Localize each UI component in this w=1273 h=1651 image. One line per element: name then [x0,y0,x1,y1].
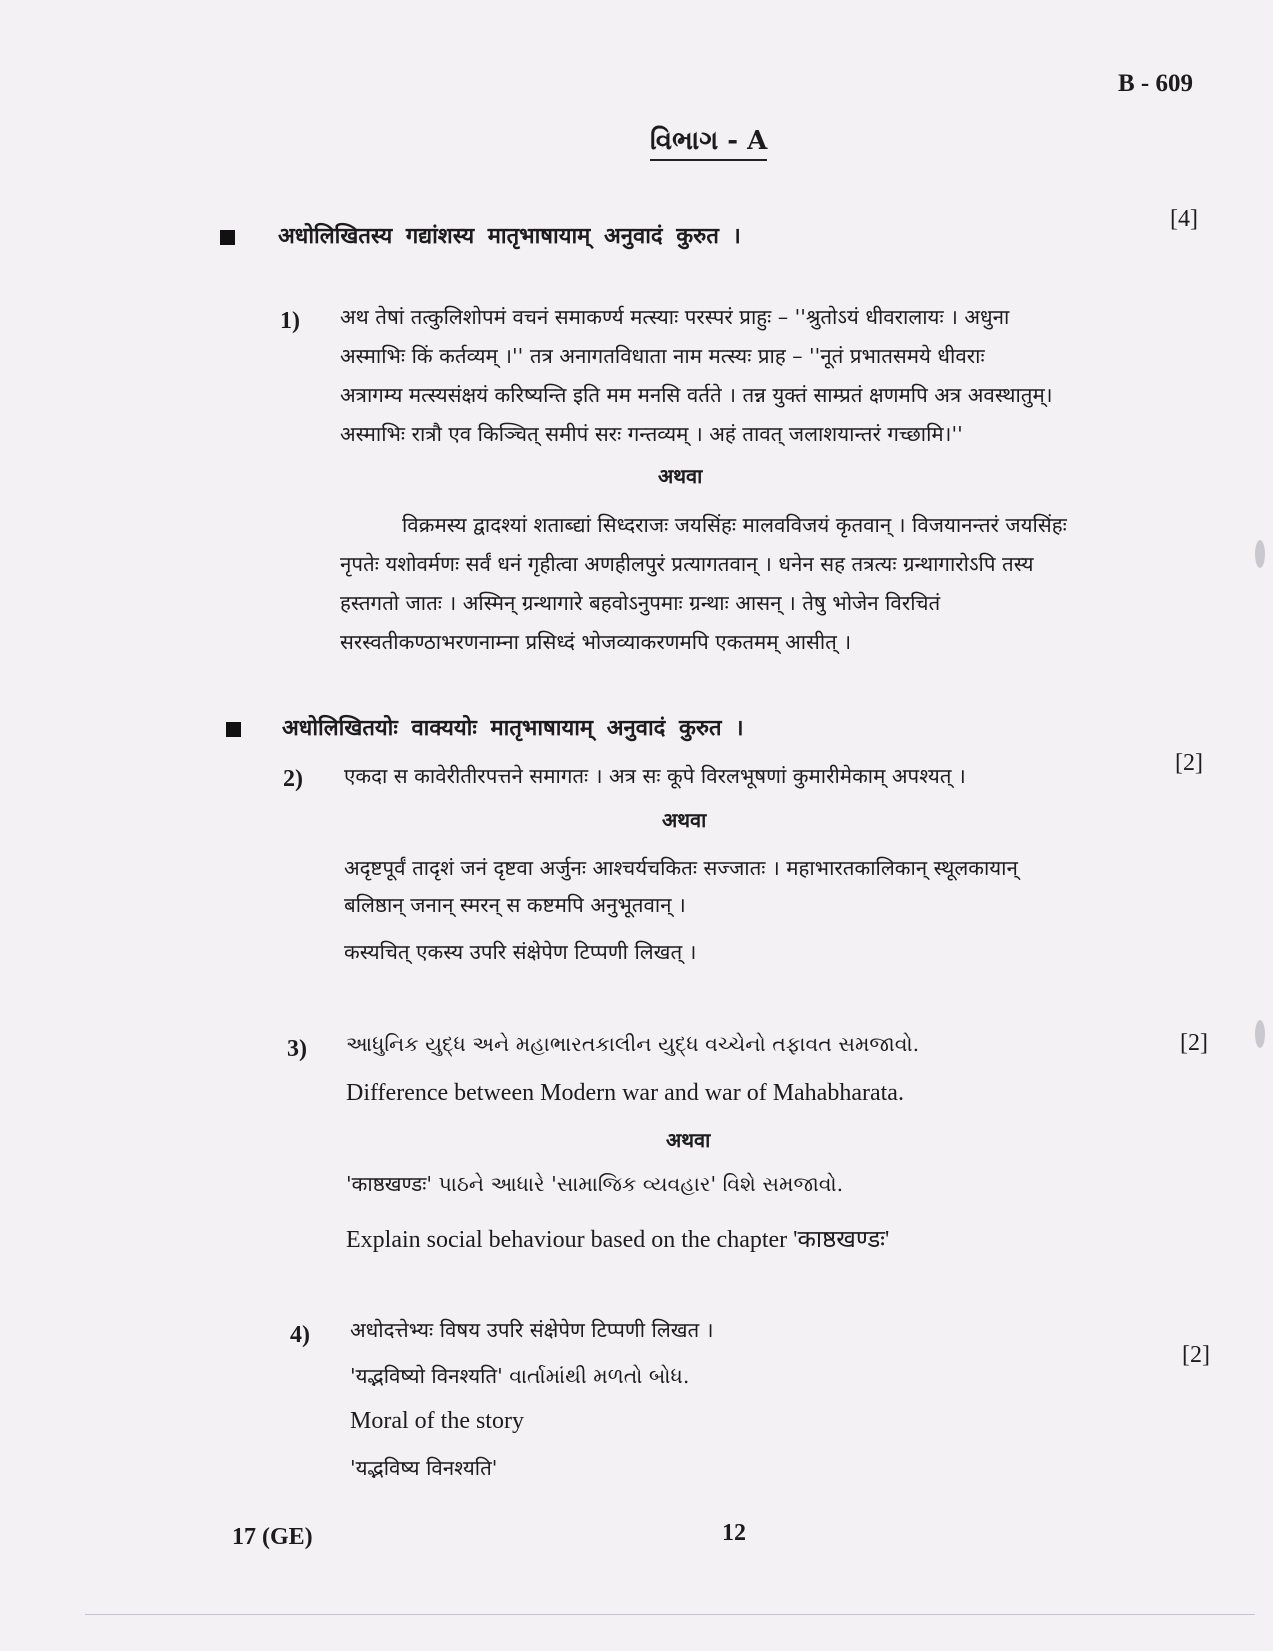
marks-question-4: [2] [1182,1342,1210,1368]
question-1-alt-line-1: विक्रमस्य द्वादश्यां शताब्द्यां सिध्दराजः जयसिंहः मालवविजयं कृतवान् । विजयानन्तरं जयसिंहः [402,513,1067,537]
question-4-english: Moral of the story [350,1408,524,1434]
question-1-line-4: अस्माभिः रात्रौ एव किञ्चित् समीपं सरः गन्तव्यम् । अहं तावत् जलाशयान्तरं गच्छामि।'' [340,422,963,446]
question-2-alt-line-1: अदृष्टपूर्वं तादृशं जनं दृष्टवा अर्जुनः आश्चर्यचकितः सज्जातः । महाभारतकालिकान् स्थूलकायान् [344,856,1018,880]
question-2-note-instruction: कस्यचित् एकस्य उपरि संक्षेपेण टिप्पणी लिखत् । [344,940,697,964]
marks-question-2: [2] [1175,750,1203,776]
question-number-4: 4) [290,1322,310,1348]
question-4-title: 'यद्भविष्य विनश्यति' [350,1456,498,1480]
or-label-2: अथवा [662,808,707,832]
question-3-alt-english: Explain social behaviour based on the chapter 'काष्ठखण्डः' [346,1227,890,1253]
footer-code: 17 (GE) [232,1524,313,1550]
question-number-3: 3) [287,1036,307,1062]
section-title: વિભાગ - A [650,126,767,161]
question-3-alt-gujarati: 'काष्ठखण्डः' પાઠને આધારે 'સામાજિક વ્યવહાર' વિશે સમજાવો. [346,1172,844,1196]
page-number: 12 [722,1520,746,1546]
divider [85,1614,1255,1615]
question-2-text: एकदा स कावेरीतीरपत्तने समागतः । अत्र सः कूपे विरलभूषणां कुमारीमेकाम् अपश्यत् । [344,764,966,788]
question-1-line-1: अथ तेषां तत्कुलिशोपमं वचनं समाकर्ण्य मत्स्याः परस्परं प्राहुः – ''श्रुतोऽयं धीवरालायः । अधुना [340,305,1010,329]
or-label-1: अथवा [658,464,703,488]
question-4-instruction: अधोदत्तेभ्यः विषय उपरि संक्षेपेण टिप्पणी लिखत । [350,1318,714,1342]
instruction-1: अधोलिखितस्य गद्यांशस्य मातृभाषायाम् अनुवादं कुरुत । [278,223,741,249]
paper-code: B - 609 [1118,70,1193,97]
question-1-line-2: अस्माभिः किं कर्तव्यम् ।'' तत्र अनागतविधाता नाम मत्स्यः प्राह – ''नूतं प्रभातसमये धीवराः [340,344,985,368]
instruction-2: अधोलिखितयोः वाक्ययोः मातृभाषायाम् अनुवादं कुरुत । [282,715,744,741]
question-1-text [340,298,1148,454]
question-1-alt-line-3: हस्तगतो जातः । अस्मिन् ग्रन्थागारे बहवोऽनुपमाः ग्रन्थाः आसन् । तेषु भोजेन विरचितं [340,591,941,615]
edge-mark [1255,540,1265,568]
edge-mark [1255,1020,1265,1048]
question-2-alt-line-2: बलिष्ठान् जनान् स्मरन् स कष्टमपि अनुभूतवान् । [344,893,686,917]
question-1-line-3: अत्रागम्य मत्स्यसंक्षयं करिष्यन्ति इति मम मनसि वर्तते । तन्न युक्तं साम्प्रतं क्षणमपि अत्र अवस्थातुम्। [340,383,1053,407]
question-4-gujarati: 'यद्भविष्यो विनश्यति' વાર્તામાંથી મળતો બોધ. [350,1364,690,1388]
bullet-icon [226,722,241,737]
question-3-gujarati: આધુનિક યુદ્ધ અને મહાભારતકાલીન યુદ્ધ વચ્ચેનો તફાવત સમજાવો. [346,1032,920,1056]
question-1-alt-text [340,506,1148,662]
question-3-english: Difference between Modern war and war of Mahabharata. [346,1080,904,1106]
question-number-1: 1) [280,308,300,334]
bullet-icon [220,230,235,245]
question-number-2: 2) [283,766,303,792]
marks-instruction-1: [4] [1170,206,1198,232]
question-1-alt-line-2: नृपतेः यशोवर्मणः सर्वं धनं गृहीत्वा अणहीलपुरं प्रत्यागतवान् । धनेन सह तत्रत्यः ग्रन्थागारोऽपि तस्य [340,552,1034,576]
or-label-3: अथवा [666,1128,711,1152]
marks-question-3: [2] [1180,1030,1208,1056]
question-1-alt-line-4: सरस्वतीकण्ठाभरणनाम्ना प्रसिध्दं भोजव्याकरणमपि एकतमम् आसीत् । [340,630,852,654]
